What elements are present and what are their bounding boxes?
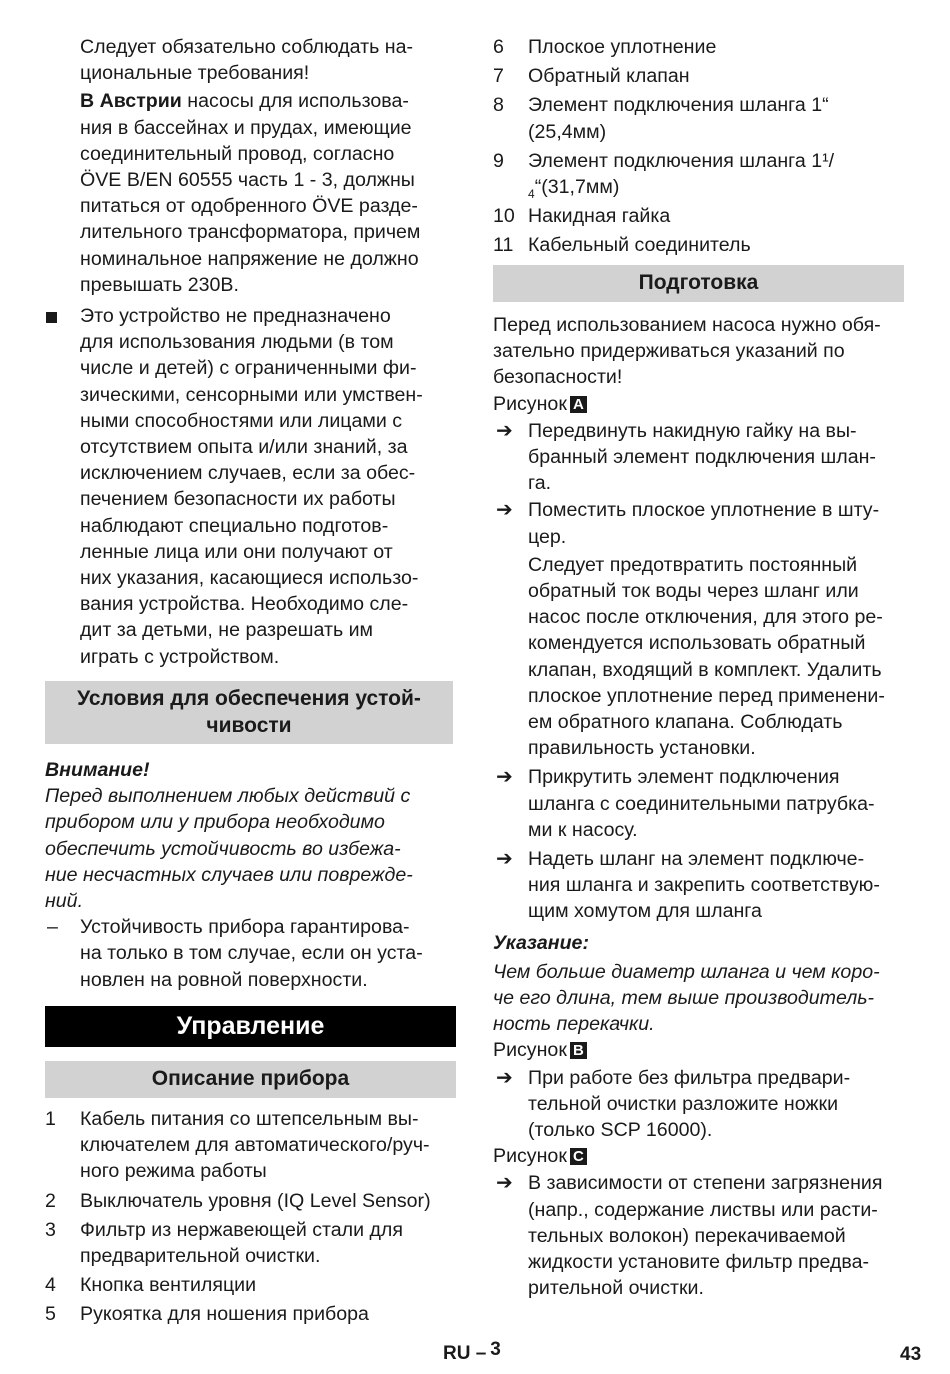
heading-line: Условия для обеспечения устой- — [77, 687, 421, 710]
item-number: 3 — [45, 1218, 56, 1241]
step-line: Поместить плоское уплотнение в шту- — [528, 499, 880, 522]
step-line: шланга с соединительными патрубка- — [528, 792, 875, 815]
bullet-line: играть с устройством. — [80, 645, 280, 668]
footer-page-local: 3 — [490, 1339, 501, 1360]
arrow-right-icon: ➔ — [496, 419, 513, 442]
item-number: 11 — [493, 234, 514, 257]
item-line: Рукоятка для ношения прибора — [80, 1303, 369, 1326]
stability-heading — [45, 681, 453, 744]
dash-line: Устойчивость прибора гарантирова- — [80, 916, 410, 939]
dash-marker: – — [47, 916, 58, 939]
intro-line: Следует обязательно соблюдать на- — [80, 36, 413, 58]
description-heading: Описание прибора — [45, 1061, 456, 1098]
austria-bold: В Австрии — [80, 90, 182, 113]
austria-line: ÖVE B/EN 60555 часть 1 - 3, должны — [80, 169, 415, 191]
arrow-right-icon: ➔ — [496, 1066, 513, 1089]
austria-line: соединительный провод, согласно — [80, 142, 395, 165]
step-line: га. — [528, 472, 552, 495]
item-line: Обратный клапан — [528, 65, 690, 88]
step-line: цер. — [528, 525, 567, 548]
footer-lang: RU – — [443, 1343, 487, 1364]
attention-label: Внимание! — [45, 759, 150, 781]
prep-line: безопасности! — [493, 366, 623, 389]
hint-label: Указание: — [493, 931, 589, 954]
note-line: плоское уплотнение перед применени- — [528, 684, 885, 707]
step-line: тельной очистки разложите ножки — [528, 1092, 839, 1115]
arrow-right-icon: ➔ — [496, 847, 513, 870]
figure-letter-badge: C — [570, 1148, 587, 1165]
attention-line: ние несчастных случаев или поврежде- — [45, 863, 413, 886]
attention-line: прибором или у прибора необходимо — [45, 811, 385, 834]
attention-line: обеспечить устойчивость во избежа- — [45, 837, 401, 860]
control-heading: Управление — [45, 1006, 456, 1047]
step-line: Прикрутить элемент подключения — [528, 766, 840, 789]
item-number: 6 — [493, 36, 504, 58]
figure-label — [493, 391, 587, 417]
bullet-line: дит за детьми, не разрешать им — [80, 619, 374, 642]
item-number: 2 — [45, 1189, 56, 1212]
austria-line: превышать 230В. — [80, 273, 239, 296]
dash-line: новлен на ровной поверхности. — [80, 968, 368, 991]
bullet-line: них указания, касающиеся использо- — [80, 567, 419, 589]
figure-text: Рисунок — [493, 1039, 567, 1062]
austria-line: номинальное напряжение не должно — [80, 247, 419, 270]
item-line: Элемент подключения шланга 1“ — [528, 94, 829, 117]
bullet-line: исключением случаев, если за обес- — [80, 462, 416, 485]
hint-line: Чем больше диаметр шланга и чем коро- — [493, 960, 880, 983]
step-line: (напр., содержание листвы или расти- — [528, 1198, 878, 1221]
item-line: Выключатель уровня (IQ Level Sensor) — [80, 1189, 431, 1212]
bullet-line: вания устройства. Необходимо сле- — [80, 593, 409, 616]
footer-section-label — [443, 1339, 501, 1365]
item-line: Плоское уплотнение — [528, 36, 717, 58]
prep-line: Перед использованием насоса нужно обя- — [493, 314, 881, 336]
item-line: Фильтр из нержавеющей стали для — [80, 1218, 403, 1241]
bullet-line: наблюдают специально подготов- — [80, 514, 389, 537]
figure-letter-badge: B — [570, 1042, 587, 1059]
bullet-line: ленные лица или они получают от — [80, 540, 393, 563]
step-line: жидкости установите фильтр предва- — [528, 1250, 870, 1273]
figure-label — [493, 1037, 587, 1063]
item-number: 7 — [493, 65, 504, 88]
square-bullet-icon — [46, 312, 57, 323]
note-line: ем обратного клапана. Соблюдать — [528, 710, 843, 733]
step-line: При работе без фильтра предвари- — [528, 1066, 851, 1089]
fraction-subscript: 4 — [528, 186, 535, 201]
austria-line: лительного трансформатора, причем — [80, 221, 421, 244]
item-line: Кабель питания со штепсельным вы- — [80, 1108, 419, 1130]
attention-line: ний. — [45, 890, 84, 912]
austria-line: питаться от одобренного ÖVE разде- — [80, 195, 418, 218]
item-line: ключателем для автоматического/руч- — [80, 1134, 430, 1157]
step-line: ми к насосу. — [528, 818, 638, 841]
bullet-line: отсутствием опыта и/или знаний, за — [80, 436, 408, 458]
bullet-line: ными способностями или лицами с — [80, 409, 403, 432]
item-number: 9 — [493, 149, 504, 172]
figure-text: Рисунок — [493, 393, 567, 415]
hint-line: че его длина, тем выше производитель- — [493, 986, 875, 1009]
note-line: Следует предотвратить постоянный — [528, 553, 858, 576]
figure-text: Рисунок — [493, 1145, 567, 1168]
dash-line: на только в том случае, если он уста- — [80, 942, 423, 965]
item-line: Кнопка вентиляции — [80, 1274, 257, 1297]
step-line: (только SCP 16000). — [528, 1118, 713, 1141]
item-line: (25,4мм) — [528, 120, 607, 143]
item-number: 5 — [45, 1303, 56, 1326]
austria-line — [80, 88, 409, 114]
step-line: щим хомутом для шланга — [528, 900, 762, 923]
item-line: Кабельный соединитель — [528, 234, 751, 257]
step-line: рительной очистки. — [528, 1277, 704, 1300]
bullet-line: зическими, сенсорными или умствен- — [80, 383, 423, 406]
step-line: Надеть шланг на элемент подключе- — [528, 847, 865, 870]
note-line: обратный ток воды через шланг или — [528, 579, 859, 602]
step-line: Передвинуть накидную гайку на вы- — [528, 419, 857, 442]
heading-line: чивости — [206, 713, 292, 737]
item-number: 1 — [45, 1108, 56, 1130]
note-line: правильность установки. — [528, 737, 756, 760]
note-line: насос после отключения, для этого ре- — [528, 606, 883, 629]
intro-line: циональные требования! — [80, 62, 310, 85]
item-number: 10 — [493, 205, 515, 228]
step-line: В зависимости от степени загрязнения — [528, 1172, 883, 1195]
item-line: предварительной очистки. — [80, 1245, 321, 1267]
arrow-right-icon: ➔ — [496, 766, 513, 789]
prep-heading: Подготовка — [493, 265, 904, 302]
item-line: Элемент подключения шланга 1¹/ — [528, 149, 835, 172]
item-line-rest: “(31,7мм) — [534, 176, 620, 198]
arrow-right-icon: ➔ — [496, 499, 513, 522]
item-line: Накидная гайка — [528, 205, 671, 228]
note-line: комендуется использовать обратный — [528, 632, 866, 655]
austria-line: ния в бассейнах и прудах, имеющие — [80, 116, 412, 139]
item-number: 4 — [45, 1274, 56, 1297]
item-line — [528, 174, 619, 207]
hint-line: ность перекачки. — [493, 1013, 655, 1036]
bullet-line: Это устройство не предназначено — [80, 305, 391, 327]
bullet-line: печением безопасности их работы — [80, 488, 396, 511]
page-number: 43 — [900, 1344, 922, 1365]
item-number: 8 — [493, 94, 504, 117]
prep-line: зательно придерживаться указаний по — [493, 340, 845, 363]
step-line: ния шланга и закрепить соответствую- — [528, 874, 880, 897]
attention-line: Перед выполнением любых действий с — [45, 785, 411, 808]
bullet-line: числе и детей) с ограниченными фи- — [80, 357, 417, 380]
austria-rest: насосы для использова- — [181, 90, 409, 113]
figure-label — [493, 1143, 587, 1169]
figure-letter-badge: A — [570, 396, 587, 413]
bullet-line: для использования людьми (в том — [80, 331, 394, 354]
note-line: клапан, входящий в комплект. Удалить — [528, 658, 882, 681]
step-line: тельных волокон) перекачиваемой — [528, 1224, 846, 1247]
arrow-right-icon: ➔ — [496, 1172, 513, 1195]
step-line: бранный элемент подключения шлан- — [528, 445, 876, 468]
item-line: ного режима работы — [80, 1160, 267, 1183]
